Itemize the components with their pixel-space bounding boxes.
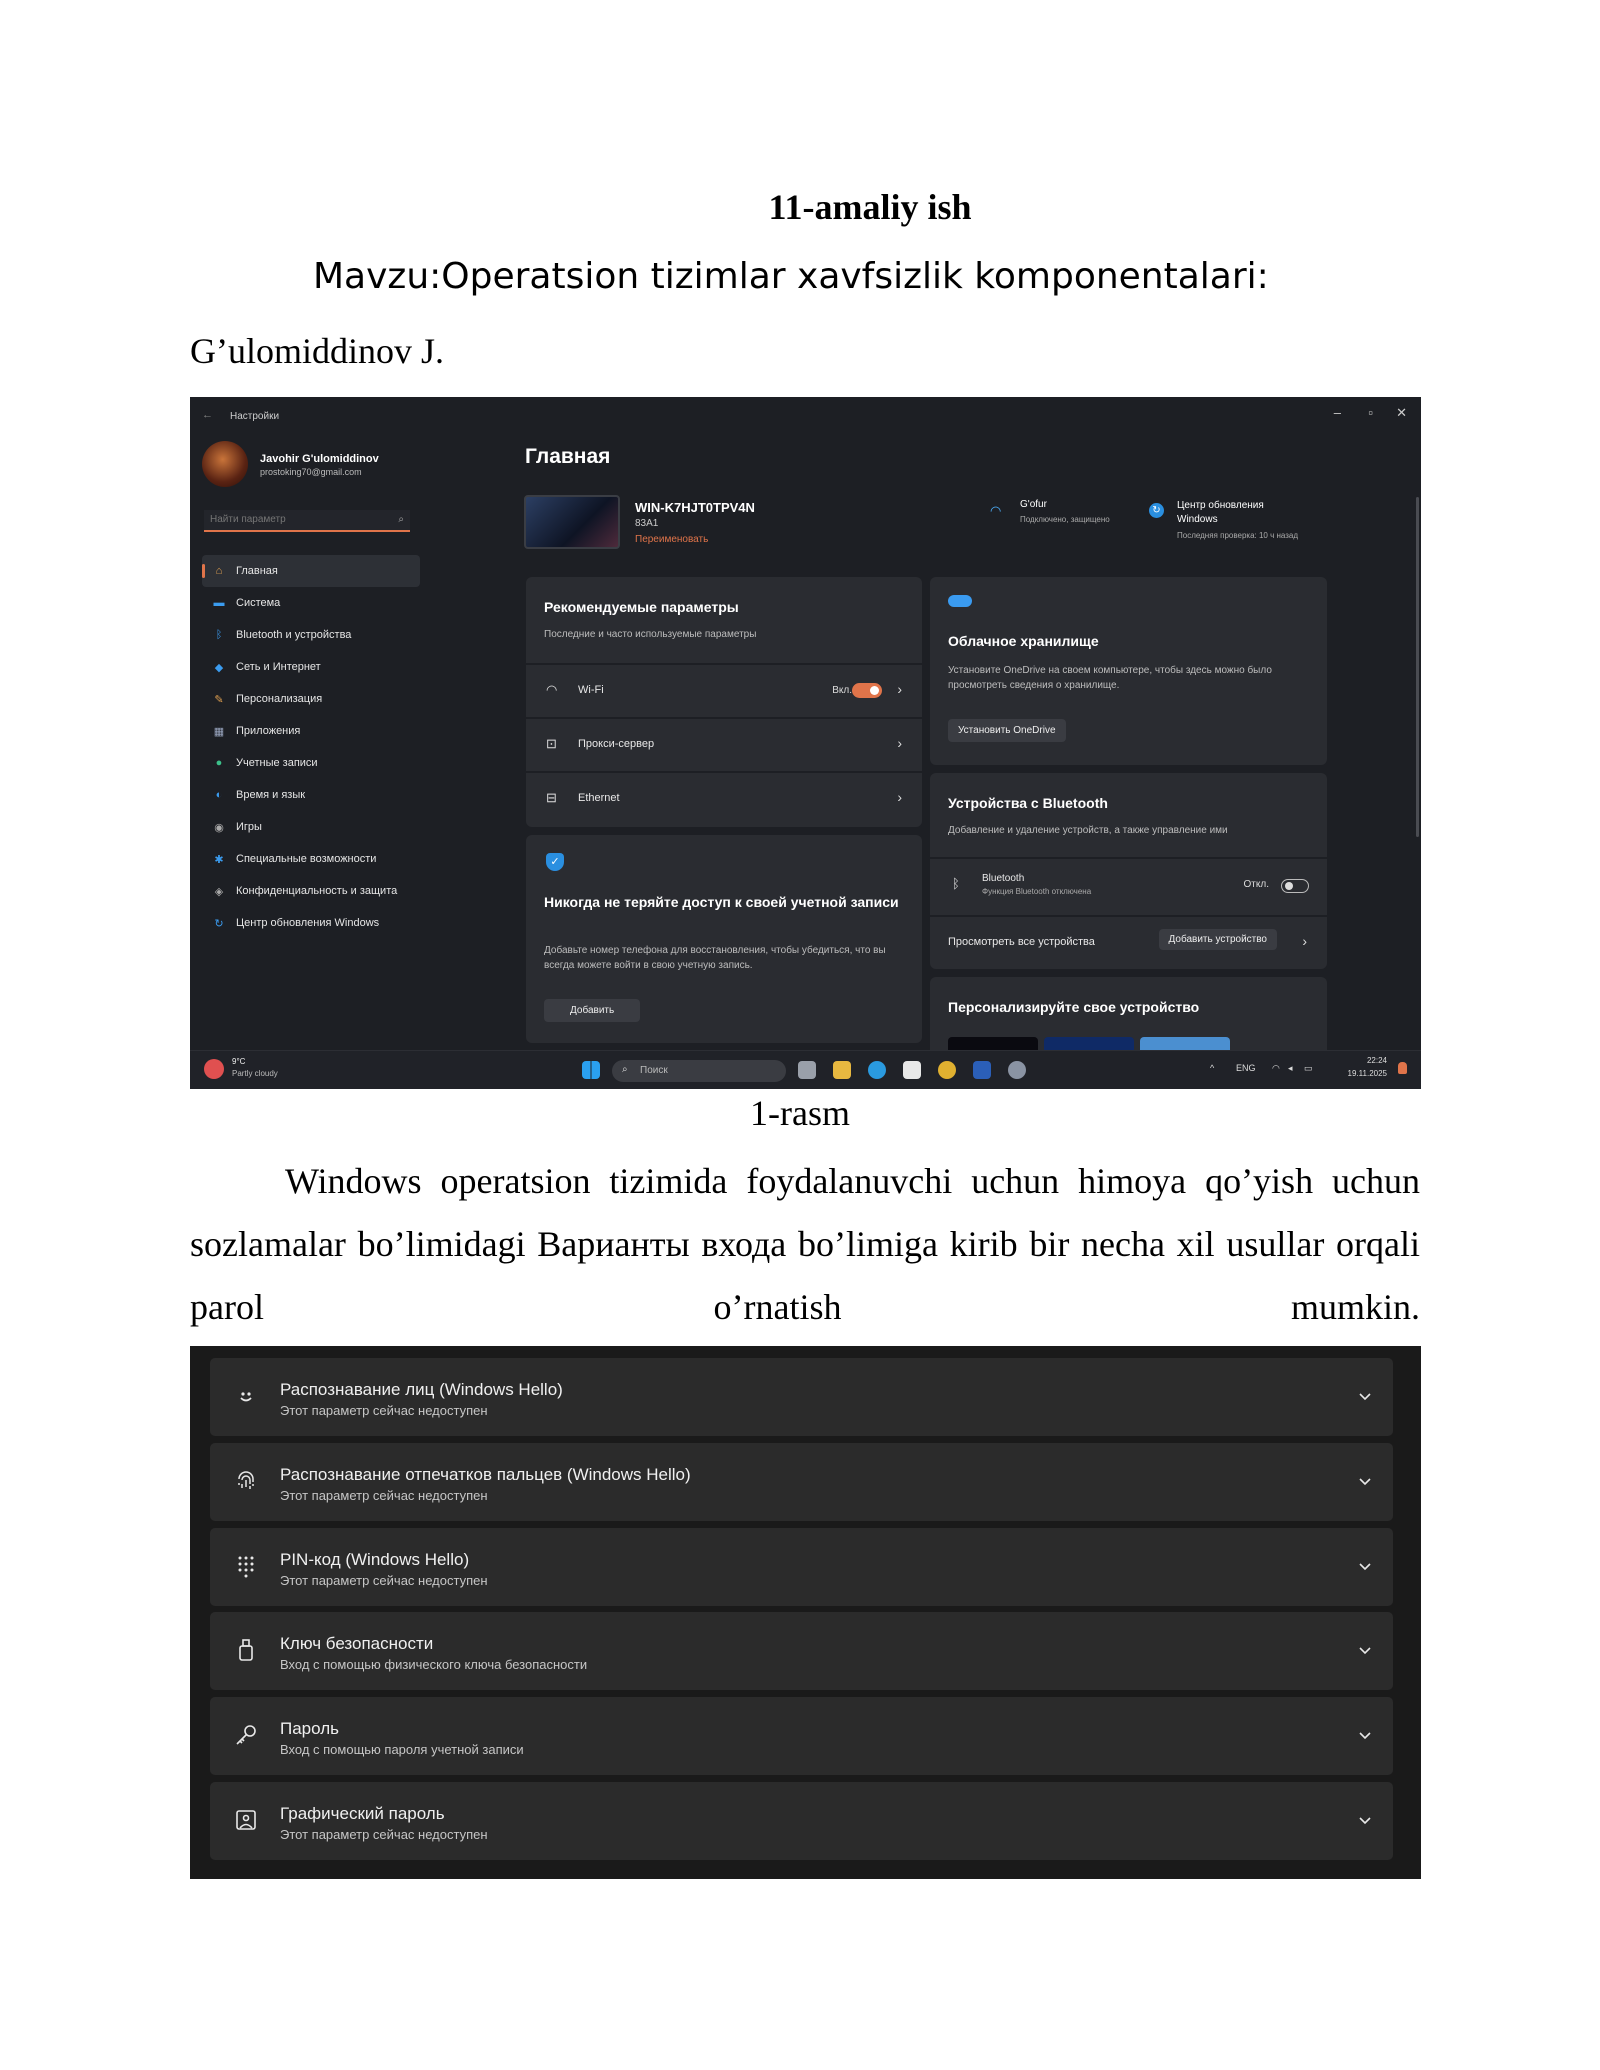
signin-option-row[interactable]: [210, 1358, 1393, 1436]
network-name[interactable]: G'ofur: [1020, 499, 1047, 510]
weather-icon[interactable]: [204, 1059, 224, 1079]
maximize-button[interactable]: ▫: [1368, 405, 1373, 420]
body-paragraph: [190, 1150, 1420, 1339]
window-title: Настройки: [230, 411, 280, 422]
paragraph-line: sozlamalar bo’limidagi Варианты входа bo’limiga kirib bir necha xil usullar orqali: [190, 1224, 1420, 1264]
avatar[interactable]: [202, 441, 248, 487]
wifi-row[interactable]: [526, 663, 922, 717]
device-wallpaper-thumbnail: [524, 495, 620, 549]
language-indicator[interactable]: ENG: [1236, 1063, 1256, 1073]
file-explorer-icon[interactable]: [833, 1061, 851, 1079]
shield-check-icon: ✓: [546, 853, 564, 871]
signin-option-description: Этот параметр сейчас недоступен: [280, 1403, 488, 1418]
signin-option-description: Этот параметр сейчас недоступен: [280, 1827, 488, 1842]
chevron-right-icon[interactable]: ›: [897, 681, 902, 697]
document-author: G’ulomiddinov J.: [190, 331, 445, 371]
weather-description: Partly cloudy: [232, 1069, 278, 1078]
user-icon: ●: [215, 757, 223, 769]
personalize-card: [930, 977, 1327, 1057]
wifi-label: Wi-Fi: [578, 684, 604, 696]
wifi-icon[interactable]: ◠: [1272, 1063, 1280, 1073]
view-devices-row[interactable]: [930, 915, 1327, 969]
settings-search[interactable]: [204, 510, 410, 532]
apps-icon: ▦: [213, 725, 225, 738]
chevron-down-icon[interactable]: [1353, 1469, 1377, 1493]
face-icon: [234, 1384, 258, 1408]
sidebar-nav: [202, 555, 420, 939]
network-status: Подключено, защищено: [1020, 515, 1110, 524]
user-name: Javohir G'ulomiddinov: [260, 453, 379, 465]
signin-option-label: Распознавание лиц (Windows Hello): [280, 1380, 563, 1399]
ethernet-row[interactable]: [526, 771, 922, 825]
paragraph-line: parol o’rnatish mumkin.: [190, 1287, 1420, 1327]
sidebar-item-label: Специальные возможности: [236, 853, 377, 865]
signin-option-label: Графический пароль: [280, 1804, 445, 1823]
task-view-icon[interactable]: [798, 1061, 816, 1079]
bluetooth-state: Откл.: [1243, 879, 1269, 890]
chevron-down-icon[interactable]: [1353, 1808, 1377, 1832]
signin-option-row[interactable]: [210, 1697, 1393, 1775]
proxy-icon: ⊡: [546, 736, 557, 751]
sidebar-item[interactable]: [202, 843, 420, 875]
settings-screenshot: [190, 397, 1421, 1089]
personalize-title: Персонализируйте свое устройство: [948, 999, 1200, 1015]
bluetooth-icon: ᛒ: [215, 629, 223, 641]
sidebar-item-label: Главная: [236, 565, 278, 577]
battery-icon[interactable]: ▭: [1304, 1063, 1313, 1073]
bluetooth-status: Функция Bluetooth отключена: [982, 887, 1092, 896]
sidebar-item-label: Приложения: [236, 725, 301, 737]
bluetooth-title: Устройства с Bluetooth: [948, 795, 1108, 811]
usb-key-icon: [234, 1638, 258, 1662]
signin-option-description: Вход с помощью физического ключа безопасности: [280, 1657, 588, 1673]
signin-option-row[interactable]: [210, 1782, 1393, 1860]
weather-temperature: 9°C: [232, 1057, 246, 1066]
ethernet-label: Ethernet: [578, 792, 620, 804]
bluetooth-subtitle: Добавление и удаление устройств, а также управление ими: [948, 825, 1228, 836]
taskbar: [190, 1050, 1421, 1089]
figure-caption: 1-rasm: [750, 1093, 850, 1133]
recommended-subtitle: Последние и часто используемые параметры: [544, 629, 757, 640]
sidebar-item-label: Учетные записи: [236, 757, 318, 769]
signin-option-row[interactable]: [210, 1528, 1393, 1606]
user-email: prostoking70@gmail.com: [260, 467, 362, 477]
chevron-down-icon[interactable]: [1353, 1638, 1377, 1662]
cloud-title: Облачное хранилище: [948, 633, 1099, 649]
signin-option-label: Ключ безопасности: [280, 1634, 434, 1654]
document-subject: Mavzu:Operatsion tizimlar xavfsizlik komponentalari:: [313, 256, 1269, 297]
sidebar-item[interactable]: [202, 747, 420, 779]
chevron-up-icon[interactable]: ^: [1210, 1063, 1215, 1073]
wifi-icon: ◠: [546, 682, 558, 697]
wifi-state: Вкл.: [832, 685, 852, 696]
chevron-down-icon[interactable]: [1353, 1554, 1377, 1578]
volume-icon[interactable]: ◂: [1288, 1063, 1293, 1073]
close-button[interactable]: ✕: [1396, 405, 1407, 420]
account-recovery-card: [526, 835, 922, 1043]
sidebar-item-label: Игры: [236, 821, 262, 833]
sidebar-item[interactable]: [202, 651, 420, 683]
gamepad-icon: ◉: [214, 821, 224, 834]
pin-icon: [234, 1554, 258, 1578]
signin-option-label: PIN-код (Windows Hello): [280, 1549, 470, 1569]
update-last-check: Последняя проверка: 10 ч назад: [1177, 531, 1299, 540]
ethernet-icon: ⊟: [546, 790, 557, 805]
windows-update-link[interactable]: Центр обновления Windows: [1177, 500, 1264, 525]
view-devices-link[interactable]: Просмотреть все устройства: [948, 936, 1095, 948]
sidebar-item-label: Конфиденциальность и защита: [236, 885, 398, 897]
update-icon: ↻: [214, 917, 224, 930]
update-icon: ↻: [1149, 503, 1164, 518]
start-icon[interactable]: [582, 1061, 600, 1079]
add-phone-button[interactable]: Добавить: [544, 999, 640, 1022]
page-title: Главная: [525, 445, 611, 468]
globe-icon: ◐: [215, 789, 223, 801]
word-icon[interactable]: [973, 1061, 991, 1079]
chevron-right-icon[interactable]: ›: [897, 735, 902, 751]
sidebar-item[interactable]: [202, 779, 420, 811]
bluetooth-toggle[interactable]: [1281, 879, 1309, 893]
signin-option-label: Распознавание отпечатков пальцев (Windows Hello): [280, 1464, 691, 1484]
proxy-row[interactable]: [526, 717, 922, 771]
recommended-title: Рекомендуемые параметры: [544, 599, 739, 615]
taskbar-search-label: Поиск: [640, 1065, 668, 1076]
document-title: 11-amaliy ish: [768, 187, 972, 227]
sidebar-item-label: Bluetooth и устройства: [236, 629, 352, 641]
account-description: Добавьте номер телефона для восстановления, чтобы убедиться, что вы всегда можете войти в свою учетную запись.: [544, 945, 886, 971]
sidebar-item[interactable]: [202, 555, 420, 587]
sidebar-item[interactable]: [202, 715, 420, 747]
clock-time[interactable]: 22:24: [1366, 1056, 1387, 1065]
key-icon: [234, 1723, 258, 1747]
proxy-label: Прокси-сервер: [578, 738, 655, 750]
sidebar-item[interactable]: [202, 587, 420, 619]
minimize-button[interactable]: –: [1333, 405, 1341, 420]
network-icon: ◆: [214, 661, 224, 674]
install-onedrive-button[interactable]: Установить OneDrive: [948, 719, 1066, 742]
sidebar-item-label: Сеть и Интернет: [236, 661, 321, 673]
sidebar-item[interactable]: [202, 875, 420, 907]
bluetooth-label: Bluetooth: [982, 873, 1025, 884]
clock-date[interactable]: 19.11.2025: [1347, 1069, 1387, 1078]
recommended-settings-card: [526, 577, 922, 827]
fingerprint-icon: [234, 1469, 258, 1493]
signin-option-description: Этот параметр сейчас недоступен: [280, 1487, 488, 1503]
signin-option-label: Пароль: [280, 1719, 339, 1739]
wifi-icon: ◠: [990, 503, 1002, 518]
sidebar-item[interactable]: [202, 811, 420, 843]
bluetooth-devices-card: [930, 773, 1327, 969]
chevron-right-icon[interactable]: ›: [1302, 933, 1307, 949]
home-icon: ⌂: [215, 565, 223, 577]
sidebar-item-label: Персонализация: [236, 693, 323, 705]
bluetooth-row[interactable]: [930, 857, 1327, 915]
search-input[interactable]: [210, 514, 385, 525]
signin-option-row[interactable]: [210, 1443, 1393, 1521]
back-arrow-icon[interactable]: ←: [202, 409, 213, 421]
sidebar-item[interactable]: [202, 907, 420, 939]
add-device-button[interactable]: Добавить устройство: [1159, 929, 1278, 950]
search-icon[interactable]: ⌕: [398, 514, 404, 525]
edge-icon[interactable]: [868, 1061, 886, 1079]
paragraph-line: Windows operatsion tizimida foydalanuvchi uchun himoya qo’yish uchun: [285, 1161, 1420, 1201]
sidebar-item[interactable]: [202, 683, 420, 715]
chevron-right-icon[interactable]: ›: [897, 789, 902, 805]
cloud-storage-card: [930, 577, 1327, 765]
chevron-down-icon[interactable]: [1353, 1723, 1377, 1747]
settings-gear-icon[interactable]: [1008, 1061, 1026, 1079]
rename-link[interactable]: Переименовать: [635, 534, 709, 545]
device-name: WIN-K7HJT0TPV4N: [635, 500, 755, 515]
scrollbar[interactable]: [1416, 497, 1419, 837]
taskbar-search[interactable]: [612, 1060, 786, 1082]
onedrive-cloud-icon: [948, 595, 972, 607]
notification-bell-icon[interactable]: [1398, 1062, 1407, 1074]
cloud-description: Установите OneDrive на своем компьютере, чтобы здесь можно было просмотреть сведения о хранилище.: [948, 665, 1272, 691]
store-icon[interactable]: [903, 1061, 921, 1079]
sidebar-item-label: Система: [236, 597, 281, 609]
wifi-toggle[interactable]: [852, 683, 882, 698]
shield-icon: ◈: [214, 885, 224, 898]
sidebar-item-label: Центр обновления Windows: [236, 917, 380, 929]
display-icon: ▬: [213, 597, 225, 609]
signin-option-description: Вход с помощью пароля учетной записи: [280, 1742, 524, 1758]
account-title: Никогда не теряйте доступ к своей учетной записи: [544, 894, 899, 910]
chrome-icon[interactable]: [938, 1061, 956, 1079]
signin-option-description: Этот параметр сейчас недоступен: [280, 1572, 488, 1588]
device-model: 83A1: [635, 518, 659, 529]
sidebar-item-label: Время и язык: [236, 789, 306, 801]
chevron-down-icon[interactable]: [1353, 1384, 1377, 1408]
brush-icon: ✎: [214, 693, 224, 706]
accessibility-icon: ✱: [214, 853, 224, 866]
search-icon: ⌕: [622, 1064, 628, 1075]
picture-password-icon: [234, 1808, 258, 1832]
signin-option-row[interactable]: [210, 1612, 1393, 1690]
bluetooth-icon: ᛒ: [952, 876, 960, 891]
signin-options-screenshot: [190, 1346, 1421, 1879]
sidebar-item[interactable]: [202, 619, 420, 651]
